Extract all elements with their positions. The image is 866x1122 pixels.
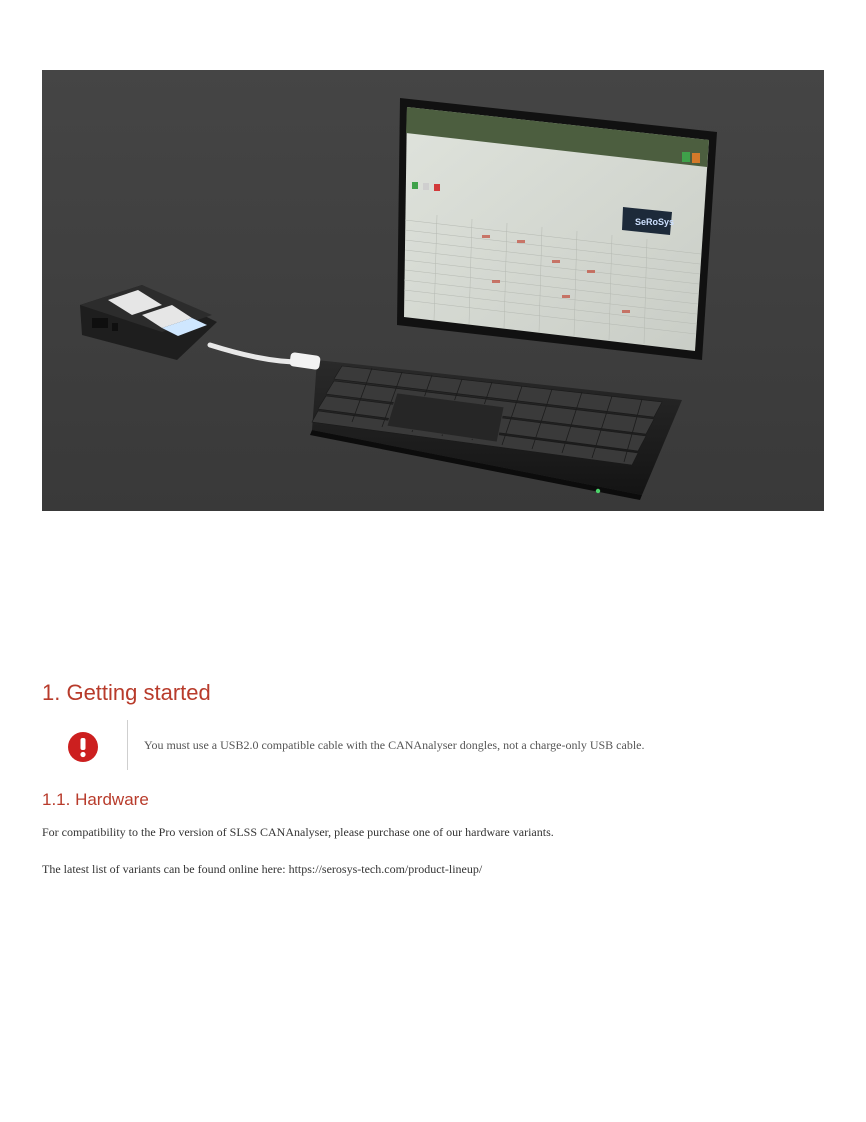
power-led bbox=[596, 489, 600, 493]
hardware-paragraph-2: The latest list of variants can be found online here: https://serosys-tech.com/product-lineup/ bbox=[42, 862, 483, 876]
hero-image bbox=[42, 70, 824, 511]
alert-icon bbox=[68, 732, 98, 762]
notice-text: You must use a USB2.0 compatible cable with the CANAnalyser dongles, not a charge-only USB cable. bbox=[144, 738, 645, 752]
laptop-with-dongle-illustration bbox=[42, 70, 824, 511]
screen-logo-text: SeRoSys bbox=[635, 217, 675, 227]
section-title-getting-started: 1. Getting started bbox=[42, 680, 211, 705]
section-title-hardware: 1.1. Hardware bbox=[42, 790, 149, 809]
notice-callout bbox=[64, 720, 764, 770]
callout-divider bbox=[127, 720, 128, 770]
hardware-paragraph-1: For compatibility to the Pro version of SLSS CANAnalyser, please purchase one of our hardware variants. bbox=[42, 825, 554, 839]
